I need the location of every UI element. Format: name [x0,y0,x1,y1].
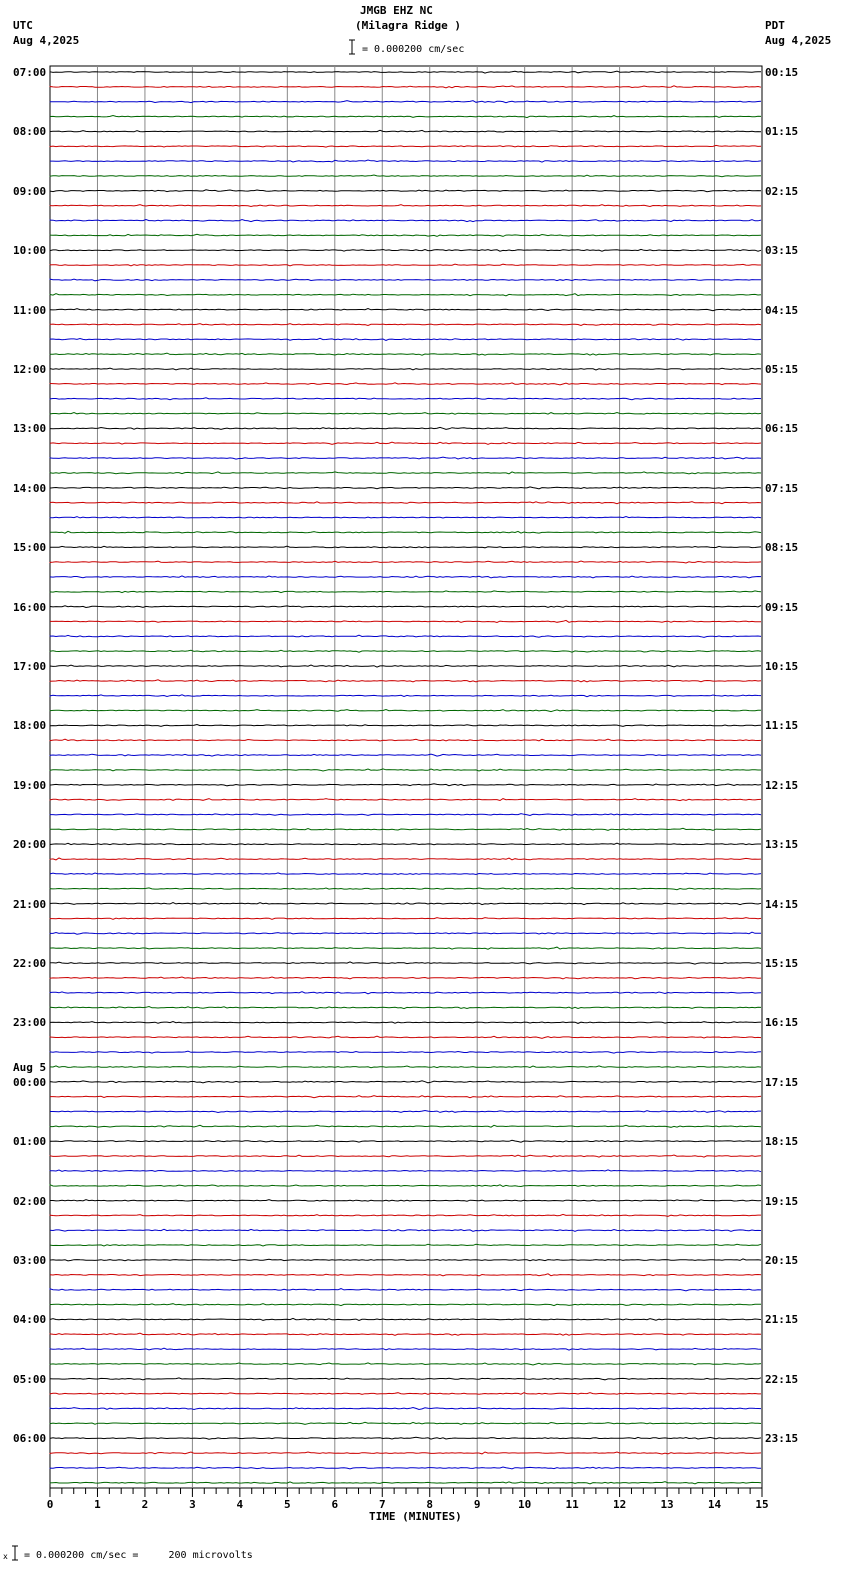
utc-hour-label: 07:00 [13,66,47,79]
utc-hour-label: 16:00 [13,600,47,614]
x-tick-label: 11 [565,1498,579,1511]
utc-hour-label: 15:00 [13,541,47,555]
x-tick-label: 12 [612,1498,627,1511]
seismic-trace [50,279,761,281]
utc-hour-label: 11:00 [13,303,47,317]
seismic-trace [50,472,761,474]
pdt-hour-label: 05:15 [765,363,799,376]
seismic-trace [50,1363,761,1365]
seismic-trace [50,383,761,385]
seismic-trace [50,888,761,890]
seismic-trace [50,442,761,444]
utc-hour-label: 14:00 [13,481,47,495]
x-tick-label: 1 [94,1498,101,1511]
seismic-trace [50,828,761,830]
pdt-hour-label: 10:15 [765,660,799,673]
seismic-trace [50,1022,761,1024]
utc-hour-label: 22:00 [13,957,47,970]
utc-hour-label: 04:00 [13,1313,47,1327]
seismic-trace [50,620,761,622]
seismic-trace [50,932,761,934]
date-change-label: Aug 5 [13,1060,47,1074]
seismic-trace [50,413,761,415]
seismic-trace [50,457,761,459]
utc-hour-label: 18:00 [13,719,47,733]
seismic-trace [50,1081,761,1083]
seismic-trace [50,1304,761,1306]
seismic-trace [50,635,761,637]
seismic-trace [50,680,761,682]
pdt-hour-label: 21:15 [765,1313,799,1327]
seismic-trace [50,1378,761,1380]
seismic-trace [50,918,761,920]
seismic-trace [50,1200,761,1202]
seismic-trace [50,1066,761,1068]
seismic-trace [50,1422,761,1424]
x-axis-label: TIME (MINUTES) [369,1510,462,1523]
seismic-trace [50,338,761,340]
utc-hour-label: 05:00 [13,1372,47,1386]
seismic-trace [50,858,761,860]
pdt-hour-label: 22:15 [765,1372,799,1386]
seismic-trace [50,502,761,504]
seismic-trace [50,1036,761,1038]
x-tick-label: 10 [518,1498,532,1511]
x-axis-ticks [47,1488,769,1511]
seismic-trace [50,962,761,964]
utc-hour-label: 21:00 [13,897,47,911]
seismic-trace [50,650,761,652]
seismic-trace [50,71,761,73]
seismic-trace [50,843,761,845]
x-tick-label: 6 [331,1498,339,1511]
utc-hour-label: 09:00 [13,184,47,198]
pdt-hour-label: 00:15 [765,66,799,79]
seismic-trace [50,175,761,177]
right-date: Aug 4,2025 [765,34,832,47]
seismic-trace [50,234,761,236]
seismic-trace [50,576,761,578]
seismic-trace [50,487,761,489]
seismic-trace [50,710,761,712]
seismic-trace [50,324,761,326]
pdt-hour-label: 16:15 [765,1016,799,1030]
seismic-trace [50,130,761,132]
right-timezone: PDT [765,19,785,32]
seismic-trace [50,1482,761,1484]
utc-hour-label: 13:00 [13,422,47,436]
seismic-trace [50,116,761,118]
seismic-trace [50,517,761,519]
seismic-trace [50,873,761,875]
seismic-trace [50,249,761,251]
pdt-hour-label: 19:15 [765,1194,799,1208]
seismic-trace [50,220,761,222]
seismic-trace [50,1274,761,1276]
pdt-hour-label: 03:15 [765,244,799,258]
footer-marker: x [3,1552,8,1561]
pdt-hour-label: 17:15 [765,1075,799,1089]
seismic-trace [50,368,761,370]
seismic-trace [50,1437,761,1439]
seismic-trace [50,1259,761,1261]
seismic-trace [50,1185,761,1187]
x-tick-label: 3 [189,1498,196,1511]
x-tick-label: 4 [236,1498,244,1511]
pdt-hour-label: 14:15 [765,897,799,911]
x-tick-label: 7 [378,1498,386,1511]
seismic-trace [50,1111,761,1113]
seismic-trace [50,1229,761,1231]
seismic-trace [50,294,761,296]
seismic-trace [50,1096,761,1098]
pdt-hour-label: 08:15 [765,541,799,555]
seismic-trace [50,1170,761,1172]
seismic-trace [50,1140,761,1142]
utc-hour-label: 17:00 [13,660,47,673]
utc-hour-label: 20:00 [13,838,47,852]
x-tick-label: 2 [141,1498,149,1511]
seismic-trace [50,725,761,727]
pdt-hour-label: 11:15 [765,719,799,733]
seismic-trace [50,531,761,533]
seismic-trace [50,1155,761,1157]
pdt-hour-label: 13:15 [765,838,799,852]
seismic-trace [50,264,761,266]
seismic-trace [50,86,761,88]
seismic-trace [50,145,761,147]
left-timezone: UTC [13,19,33,32]
station-title: JMGB EHZ NC [360,4,433,17]
x-tick-label: 0 [46,1498,54,1511]
seismic-trace [50,903,761,905]
seismic-trace [50,190,761,192]
seismic-trace [50,1214,761,1216]
x-tick-label: 9 [473,1498,481,1511]
scale-label: = 0.000200 cm/sec [362,44,465,55]
x-tick-label: 14 [707,1498,722,1511]
utc-hour-label: 01:00 [13,1135,47,1149]
seismic-trace [50,977,761,979]
seismic-trace [50,561,761,563]
pdt-hour-label: 07:15 [765,481,799,495]
utc-hour-label: 12:00 [13,363,47,376]
seismic-trace [50,1244,761,1246]
seismic-trace [50,992,761,994]
seismic-trace [50,784,761,786]
utc-hour-label: 02:00 [13,1194,47,1208]
seismic-trace [50,606,761,608]
seismic-trace [50,160,761,162]
utc-hour-label: 19:00 [13,778,47,792]
utc-hour-label: 23:00 [13,1016,47,1030]
seismic-trace [50,398,761,400]
seismic-trace [50,769,761,771]
seismic-trace [50,427,761,429]
seismic-trace [50,754,761,756]
x-tick-label: 15 [755,1498,769,1511]
pdt-hour-label: 23:15 [765,1432,799,1446]
seismic-trace [50,1051,761,1053]
seismic-trace [50,309,761,311]
seismic-trace [50,665,761,667]
footer-scale-bar-icon [12,1546,18,1560]
pdt-hour-label: 04:15 [765,303,799,317]
seismic-trace [50,695,761,697]
pdt-hour-label: 09:15 [765,600,799,614]
seismic-trace [50,1318,761,1320]
station-location: (Milagra Ridge ) [355,19,461,32]
seismic-trace [50,947,761,949]
utc-hour-label: 06:00 [13,1432,47,1446]
utc-hour-label: 03:00 [13,1254,47,1267]
x-tick-label: 8 [426,1498,434,1511]
footer-scale-label: = 0.000200 cm/sec = 200 microvolts [24,1550,253,1561]
left-date: Aug 4,2025 [13,34,80,47]
utc-hour-label: 08:00 [13,125,47,139]
seismic-trace [50,1289,761,1291]
pdt-hour-label: 15:15 [765,957,799,970]
pdt-hour-label: 20:15 [765,1254,799,1267]
seismic-trace [50,205,761,207]
seismic-trace [50,546,761,548]
x-tick-label: 13 [660,1498,674,1511]
seismic-trace [50,353,761,355]
pdt-hour-label: 06:15 [765,422,799,436]
seismic-trace [50,1007,761,1009]
scale-bar-icon [349,40,355,54]
seismic-traces [50,71,761,1484]
utc-hour-label: 00:00 [13,1075,47,1089]
pdt-hour-label: 02:15 [765,184,799,198]
x-tick-label: 5 [284,1498,291,1511]
pdt-hour-label: 12:15 [765,778,799,792]
seismic-trace [50,739,761,741]
seismic-trace [50,1393,761,1395]
seismic-trace [50,1348,761,1350]
seismic-trace [50,591,761,593]
seismic-trace [50,101,761,103]
seismic-trace [50,1467,761,1469]
seismic-trace [50,814,761,816]
seismic-trace [50,1452,761,1454]
seismic-trace [50,799,761,801]
pdt-hour-label: 01:15 [765,125,799,139]
seismic-trace [50,1333,761,1335]
utc-hour-label: 10:00 [13,244,47,258]
seismic-trace [50,1125,761,1127]
seismic-trace [50,1408,761,1410]
pdt-hour-label: 18:15 [765,1135,799,1149]
